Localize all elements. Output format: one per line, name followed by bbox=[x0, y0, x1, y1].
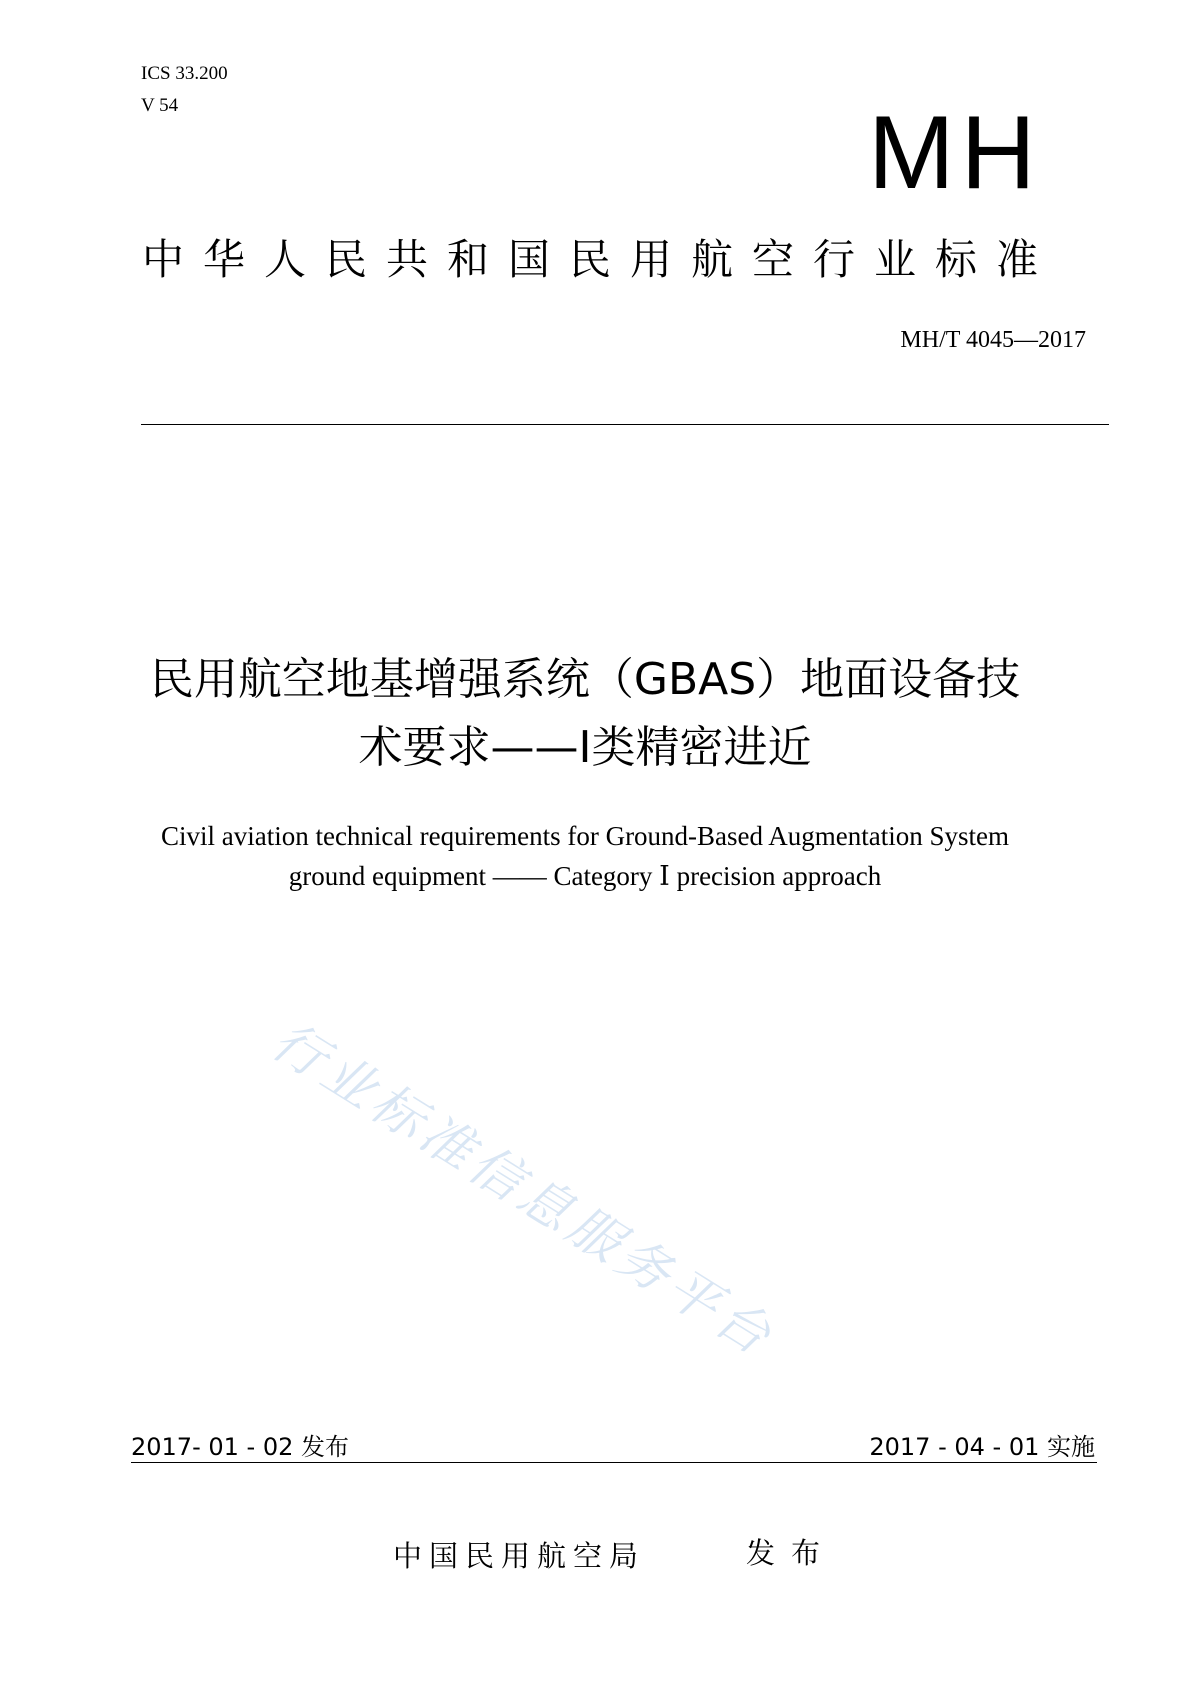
english-title-line-2: ground equipment —— Category Ⅰ precision approach bbox=[288, 861, 882, 891]
standard-number: MH/T 4045—2017 bbox=[900, 327, 1086, 353]
chinese-title bbox=[0, 646, 1180, 782]
english-title bbox=[0, 816, 1180, 896]
implement-date: 2017 - 04 - 01 实施 bbox=[869, 1433, 1095, 1461]
bottom-divider bbox=[131, 1462, 1097, 1463]
chinese-title-line-2: 术要求——Ⅰ类精密进近 bbox=[358, 722, 812, 773]
publish-date: 2017- 01 - 02 发布 bbox=[131, 1433, 349, 1461]
watermark: 行业标准信息服务平台 bbox=[261, 1011, 785, 1370]
chinese-title-line-1: 民用航空地基增强系统（GBAS）地面设备技 bbox=[149, 654, 1021, 705]
mh-logo: MH bbox=[868, 95, 1042, 211]
issue-label: 发布 bbox=[746, 1536, 837, 1570]
top-divider bbox=[141, 424, 1109, 425]
issuing-authority: 中国民用航空局 bbox=[393, 1539, 646, 1573]
ics-code: ICS 33.200 bbox=[141, 63, 228, 84]
english-title-line-1: Civil aviation technical requirements for Ground-Based Augmentation System bbox=[160, 821, 1010, 851]
ccs-code: V 54 bbox=[141, 95, 179, 116]
standard-category-title: 中华人民共和国民用航空行业标准 bbox=[142, 235, 1058, 284]
